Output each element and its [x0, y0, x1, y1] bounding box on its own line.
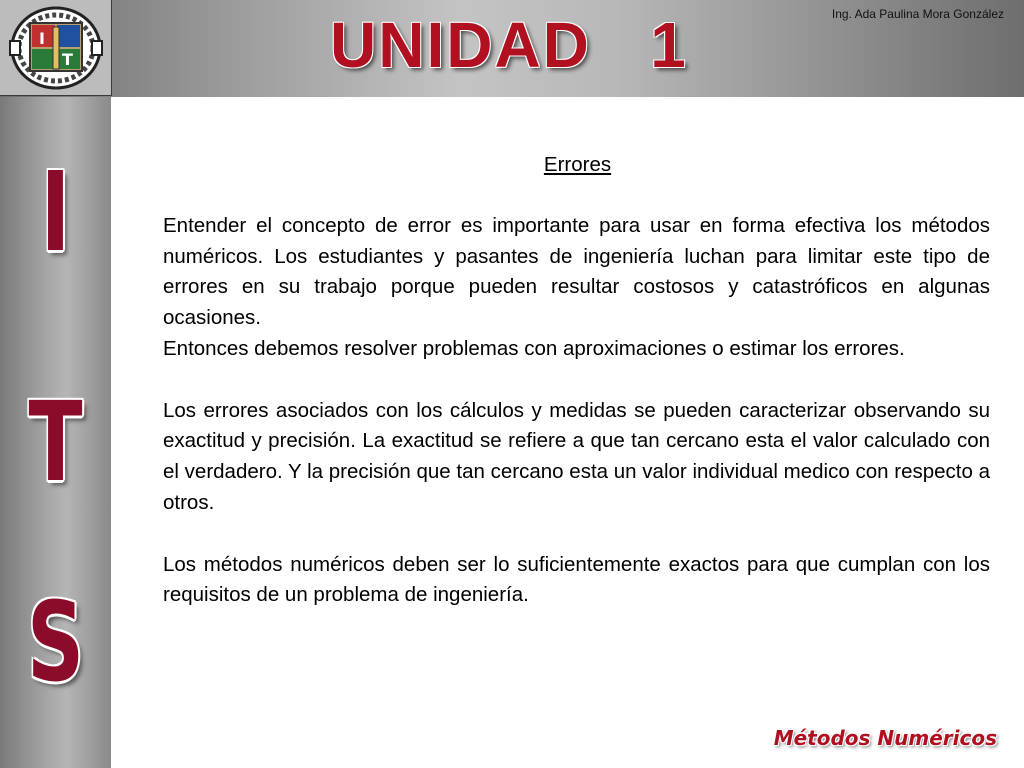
paragraph-4: Los métodos numéricos deben ser lo suficientemente exactos para que cumplan con los requisitos de un problema de ingeniería. — [163, 552, 990, 607]
sidebar-letter-i: I — [40, 148, 71, 276]
paragraph-1: Entender el concepto de error es importante para usar en forma efectiva los métodos numéricos. Los estudiantes y pasantes de ingeniería luchan para limitar este tipo de errores en su trabajo porque pueden resultar costosos y catastróficos en algunas ocasiones. — [163, 213, 990, 330]
svg-text:T: T — [62, 50, 73, 69]
sidebar-letter-s: S — [26, 578, 85, 706]
sidebar — [0, 97, 111, 768]
paragraph-2: Entonces debemos resolver problemas con aproximaciones o estimar los errores. — [163, 336, 905, 360]
its-emblem-icon — [4, 3, 108, 93]
paragraph-spacer — [163, 519, 990, 550]
unit-title: UNIDAD 1 — [330, 9, 688, 81]
logo-box — [0, 0, 112, 96]
sidebar-letter-t: T — [28, 378, 83, 506]
author-name: Ing. Ada Paulina Mora González — [831, 7, 1004, 21]
svg-text:I: I — [39, 29, 45, 48]
header-bar — [0, 0, 1024, 97]
section-heading: Errores — [543, 153, 612, 176]
course-title: Métodos Numéricos — [773, 726, 997, 750]
paragraph-3: Los errores asociados con los cálculos y medidas se pueden caracterizar observando su exactitud y precisión. La exactitud se refiere a que tan cercano esta el valor calculado con el verdadero. Y la precisión que tan cercano esta un valor individual medico con respecto a otros. — [163, 398, 990, 514]
content-area — [163, 150, 990, 611]
paragraph-spacer — [163, 365, 990, 396]
